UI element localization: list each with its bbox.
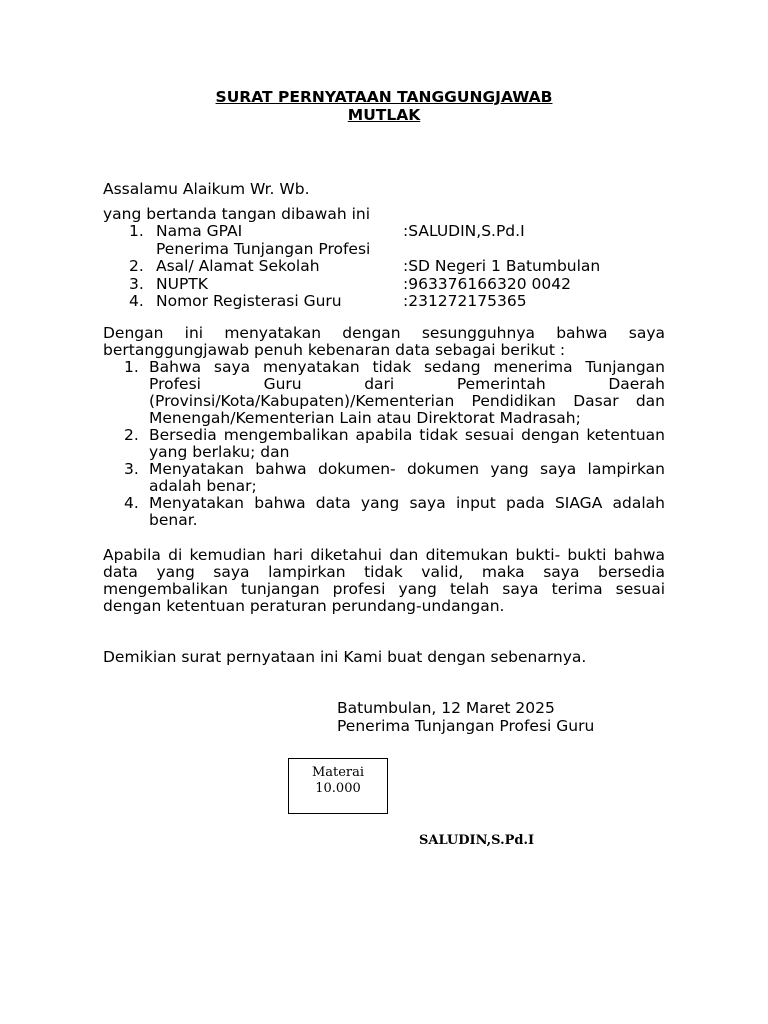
consequence-paragraph: [103, 547, 665, 615]
statement-text: Menyatakan bahwa dokumen- dokumen yang saya lampirkan adalah benar;: [149, 460, 665, 495]
identity-number: 1.: [129, 222, 144, 240]
identity-value: :SALUDIN,S.Pd.I: [403, 222, 525, 240]
identity-label: Nama GPAI: [156, 222, 243, 240]
stamp-label: Materai: [311, 765, 365, 780]
stamp-value: 10.000: [315, 781, 361, 796]
identity-value: :963376166320 0042: [403, 274, 571, 293]
statement-number: 1.: [124, 358, 139, 376]
identity-number: 2.: [129, 257, 144, 275]
identity-row: [103, 241, 663, 259]
statement-text: Menyatakan bahwa data yang saya input pada SIAGA adalah benar.: [149, 494, 665, 529]
identity-number: 3.: [129, 274, 144, 293]
declaration-intro-text: Dengan ini menyatakan dengan sesungguhnya bahwa saya bertanggungjawab penuh kebenaran data sebagai berikut :: [103, 324, 665, 359]
consequence-text: Apabila di kemudian hari diketahui dan ditemukan bukti- bukti bahwa data yang saya lampirkan tidak valid, maka saya bersedia mengembalikan tunjangan profesi yang telah saya terima sesuai dengan ketentuan peraturan perundang-undangan.: [103, 546, 665, 615]
document-title-continued: MUTLAK: [347, 106, 421, 124]
statement-item: [103, 427, 665, 461]
identity-value: :SD Negeri 1 Batumbulan: [403, 257, 601, 275]
place-date: Batumbulan, 12 Maret 2025: [337, 699, 555, 717]
identity-label: Nomor Registerasi Guru: [156, 292, 342, 310]
statement-item: [103, 495, 665, 529]
statement-text: Bahwa saya menyatakan tidak sedang menerima Tunjangan Profesi Guru dari Pemerintah Daerah (Provinsi/Kota/Kabupaten)/Kementerian Pendidikan Dasar dan Menengah/Kementerian Lain atau Direktorat Madrasah;: [149, 358, 665, 427]
statement-number: 4.: [124, 494, 139, 512]
stamp-box: [288, 758, 388, 814]
identity-row: [103, 223, 663, 241]
identity-row: [103, 258, 663, 276]
closing-paragraph: [103, 649, 665, 666]
signer-role: Penerima Tunjangan Profesi Guru: [337, 717, 595, 735]
statement-item: [103, 359, 665, 427]
identity-row: [103, 293, 663, 311]
declaration-intro: [103, 325, 665, 359]
identity-label: Asal/ Alamat Sekolah: [156, 257, 320, 275]
statement-number: 3.: [124, 460, 139, 478]
identity-row: [103, 276, 663, 294]
identity-label: Penerima Tunjangan Profesi: [156, 239, 371, 258]
statement-text: Bersedia mengembalikan apabila tidak sesuai dengan ketentuan yang berlaku; dan: [149, 426, 665, 461]
statement-number: 2.: [124, 426, 139, 444]
identity-number: 4.: [129, 292, 144, 310]
identity-value: :231272175365: [403, 292, 527, 310]
intro-line: yang bertanda tangan dibawah ini: [103, 205, 371, 223]
signer-name: SALUDIN,S.Pd.I: [419, 833, 535, 848]
statement-item: [103, 461, 665, 495]
document-title: SURAT PERNYATAAN TANGGUNGJAWAB: [215, 88, 553, 106]
statement-list: [103, 359, 665, 529]
identity-list: [103, 223, 663, 311]
greeting: Assalamu Alaikum Wr. Wb.: [103, 180, 310, 198]
closing-text: Demikian surat pernyataan ini Kami buat dengan sebenarnya.: [103, 648, 587, 666]
identity-label: NUPTK: [156, 274, 208, 293]
